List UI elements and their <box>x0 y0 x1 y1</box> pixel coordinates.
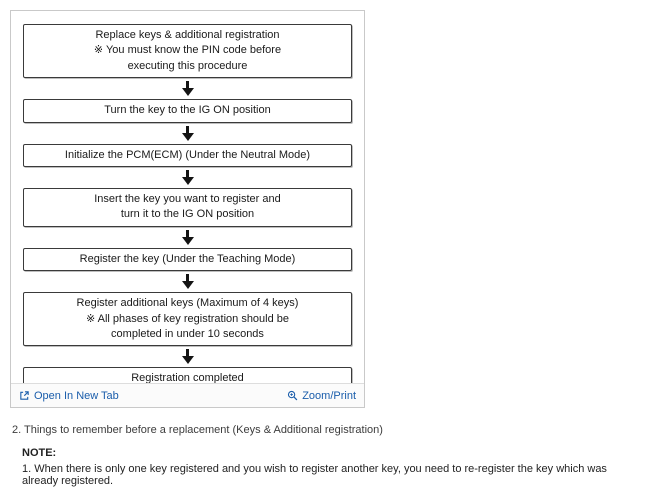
step-text: Replace keys & additional registration <box>95 29 280 41</box>
step-insert-key <box>23 188 352 227</box>
down-arrow-icon <box>182 274 194 289</box>
step-registration-completed <box>23 367 352 383</box>
step-text: Turn the key to the IG ON position <box>104 104 271 117</box>
figure-viewer-panel <box>10 10 365 408</box>
step-text: executing this procedure <box>127 59 248 72</box>
step-text: Insert the key you want to register and <box>94 192 281 205</box>
zoom-print-link[interactable] <box>287 390 356 402</box>
step-text: turn it to the IG ON position <box>120 208 255 221</box>
open-in-new-tab-link[interactable] <box>19 390 119 402</box>
down-arrow-icon <box>182 230 194 245</box>
step-text: Register the key (Under the Teaching Mode) <box>79 252 296 265</box>
step-turn-key-ig-on <box>23 99 352 122</box>
down-arrow-icon <box>182 81 194 96</box>
step-text: ※ All phases of key registration should be <box>85 312 290 325</box>
down-arrow-icon <box>182 126 194 141</box>
note-label: NOTE: <box>22 447 57 459</box>
note-item: 1. When there is only one key registered and you wish to register another key, you need to re-register the key which was already registered. <box>22 463 607 487</box>
open-in-new-tab-label: Open In New Tab <box>34 389 119 402</box>
step-initialize-pcm <box>23 144 352 167</box>
open-in-new-tab-icon <box>19 390 30 401</box>
magnifier-icon <box>287 390 298 401</box>
step-replace-keys <box>23 24 352 78</box>
step-register-additional-keys <box>23 292 352 346</box>
down-arrow-icon <box>182 170 194 185</box>
section-heading: 2. Things to remember before a replacement (Keys & Additional registration) <box>12 424 383 436</box>
step-text: ※ You must know the PIN code before <box>93 44 282 57</box>
zoom-print-label: Zoom/Print <box>302 389 356 402</box>
step-text: completed in under 10 seconds <box>111 327 264 340</box>
viewer-footer-bar <box>11 383 364 407</box>
down-arrow-icon <box>182 349 194 364</box>
step-text: Register additional keys (Maximum of 4 keys) <box>76 297 299 310</box>
step-text: Initialize the PCM(ECM) (Under the Neutral Mode) <box>64 148 311 161</box>
step-register-key <box>23 248 352 271</box>
key-registration-flowchart <box>11 11 364 383</box>
step-text: Registration completed <box>131 372 244 383</box>
